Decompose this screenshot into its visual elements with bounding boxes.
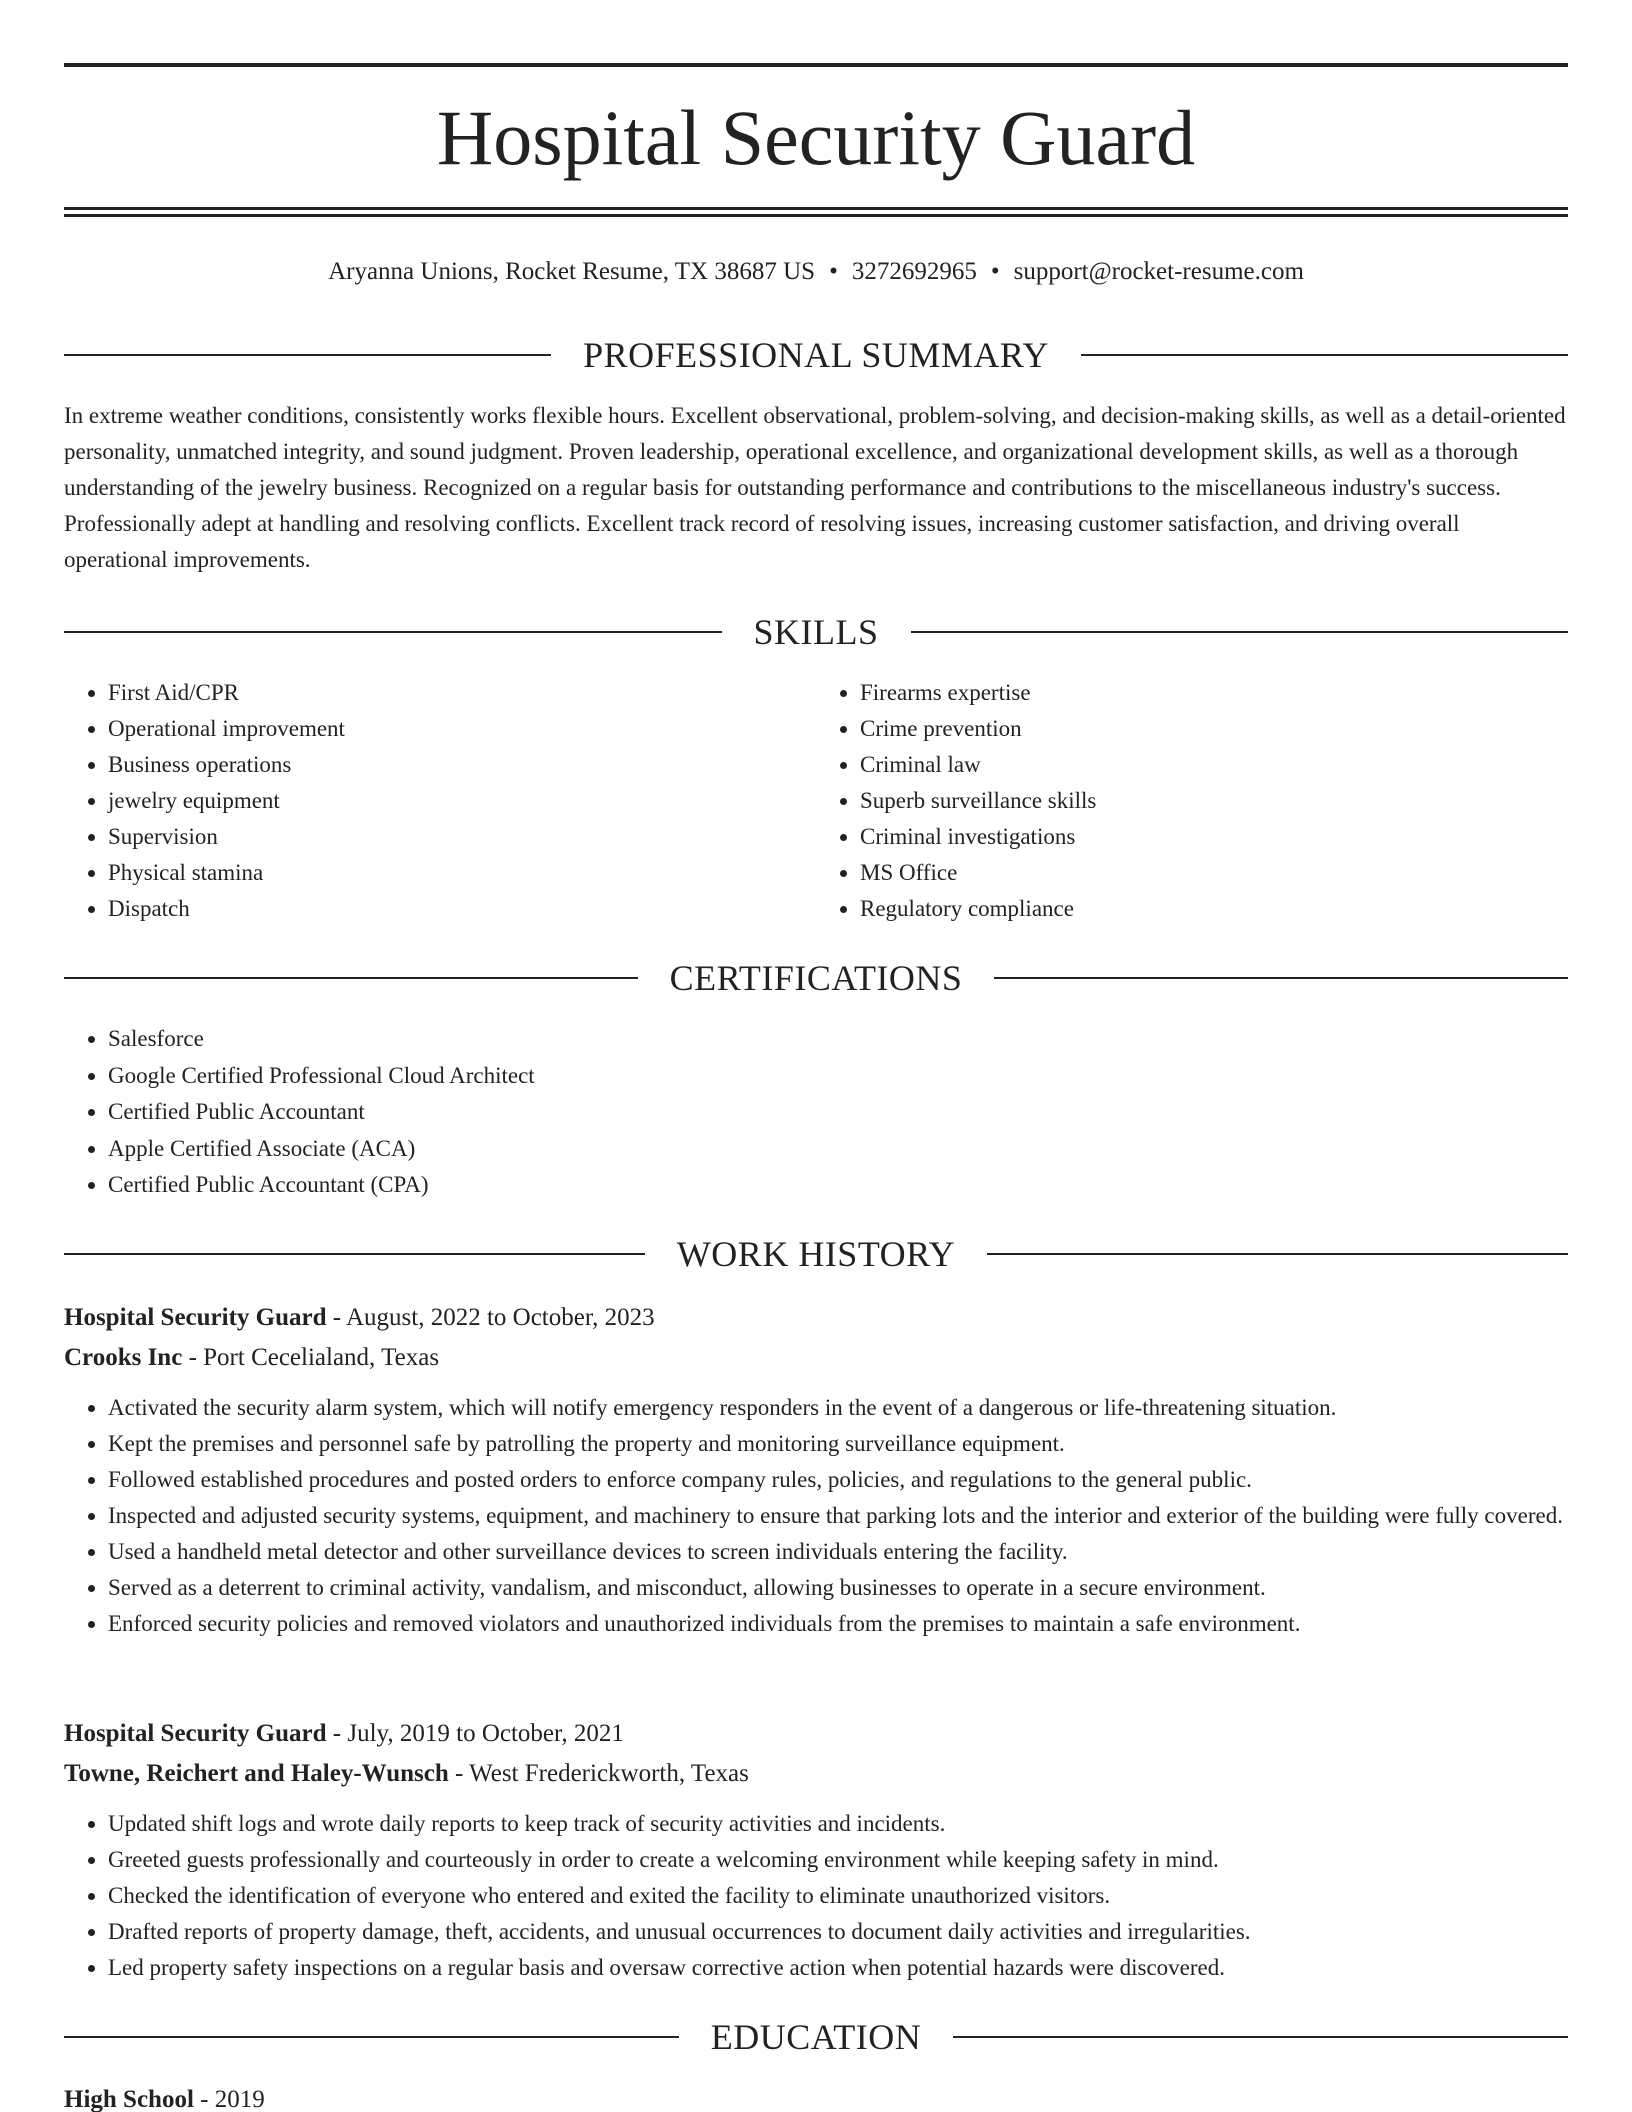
heading-rule [987, 1253, 1568, 1255]
job-duties-list [64, 1390, 1568, 1642]
heading-rule [911, 631, 1569, 633]
skill-item: • Firearms expertise [860, 675, 1568, 711]
contact-line [64, 254, 1568, 290]
skill-item: • Operational improvement [108, 711, 816, 747]
job-dash: - [326, 1720, 348, 1747]
skill-item: • Business operations [108, 747, 816, 783]
certification-item: • Certified Public Accountant [108, 1094, 1568, 1131]
certification-item: • Certified Public Accountant (CPA) [108, 1167, 1568, 1204]
certifications-block [64, 1021, 1568, 1204]
skill-item: • Criminal law [860, 747, 1568, 783]
title-double-rule [64, 207, 1568, 217]
education-entry [64, 2082, 1568, 2112]
job-company: Towne, Reichert and Haley-Wunsch [64, 1760, 449, 1787]
heading-rule [64, 354, 551, 356]
section-title: PROFESSIONAL SUMMARY [583, 335, 1049, 375]
section-title: WORK HISTORY [676, 1234, 956, 1274]
job-dash: - [326, 1304, 346, 1331]
skill-item: • Physical stamina [108, 855, 816, 891]
section-heading-work-history [64, 1234, 1568, 1274]
certifications-list [64, 1021, 1568, 1204]
job-duty: • Greeted guests professionally and courteously in order to create a welcoming environment while keeping safety in mind. [108, 1842, 1568, 1878]
skill-item: • First Aid/CPR [108, 675, 816, 711]
job-duty: • Inspected and adjusted security systems, equipment, and machinery to ensure that parking lots and the interior and exterior of the building were fully covered. [108, 1498, 1568, 1534]
heading-rule [64, 977, 638, 979]
certification-item: • Apple Certified Associate (ACA) [108, 1131, 1568, 1168]
job-location: West Frederickworth, Texas [469, 1760, 749, 1787]
job-title-line [64, 1298, 1568, 1338]
heading-rule [64, 2036, 679, 2038]
skill-item: • Criminal investigations [860, 819, 1568, 855]
skill-item: • MS Office [860, 855, 1568, 891]
education-dash: - [193, 2086, 215, 2112]
skills-list-right [816, 675, 1568, 927]
job-dates: August, 2022 to October, 2023 [345, 1304, 655, 1331]
skill-item: • Supervision [108, 819, 816, 855]
education-year: 2019 [214, 2086, 265, 2112]
section-heading-skills [64, 612, 1568, 652]
job-dash: - [182, 1344, 204, 1371]
skills-grid [64, 675, 1568, 927]
skills-column-right [816, 675, 1568, 927]
job-company-line [64, 1754, 1568, 1794]
heading-rule [64, 631, 722, 633]
contact-email: support@rocket-resume.com [1013, 258, 1304, 285]
education-degree: High School [64, 2086, 194, 2112]
job-location: Port Cecelialand, Texas [203, 1344, 440, 1371]
certification-item: • Google Certified Professional Cloud Architect [108, 1058, 1568, 1095]
section-title: CERTIFICATIONS [669, 958, 963, 998]
skill-item: • Regulatory compliance [860, 891, 1568, 927]
contact-phone: 3272692965 [851, 258, 977, 285]
section-heading-certifications [64, 958, 1568, 998]
job-duty: • Activated the security alarm system, which will notify emergency responders in the event of a dangerous or life-threatening situation. [108, 1390, 1568, 1426]
section-heading-education [64, 2017, 1568, 2057]
certification-item: • Salesforce [108, 1021, 1568, 1058]
section-title: EDUCATION [710, 2017, 922, 2057]
job-duty: • Led property safety inspections on a regular basis and oversaw corrective action when potential hazards were discovered. [108, 1950, 1568, 1986]
top-rule [64, 63, 1568, 67]
job-duty: • Checked the identification of everyone who entered and exited the facility to eliminate unauthorized visitors. [108, 1878, 1568, 1914]
job-duty: • Used a handheld metal detector and other surveillance devices to screen individuals entering the facility. [108, 1534, 1568, 1570]
contact-separator: • [990, 258, 1000, 285]
job-duties-list [64, 1806, 1568, 1986]
job-entry [64, 1298, 1568, 1642]
job-duty: • Drafted reports of property damage, theft, accidents, and unusual occurrences to document daily activities and irregularities. [108, 1914, 1568, 1950]
job-duty: • Kept the premises and personnel safe by patrolling the property and monitoring surveillance equipment. [108, 1426, 1568, 1462]
job-dates: July, 2019 to October, 2021 [347, 1720, 624, 1747]
job-title-line [64, 1714, 1568, 1754]
job-duty: • Updated shift logs and wrote daily reports to keep track of security activities and incidents. [108, 1806, 1568, 1842]
heading-rule [953, 2036, 1568, 2038]
job-company-line [64, 1338, 1568, 1378]
skill-item: • jewelry equipment [108, 783, 816, 819]
skill-item: • Crime prevention [860, 711, 1568, 747]
section-heading-summary [64, 335, 1568, 375]
skill-item: • Superb surveillance skills [860, 783, 1568, 819]
job-company: Crooks Inc [64, 1344, 183, 1371]
heading-rule [994, 977, 1568, 979]
heading-rule [1081, 354, 1568, 356]
section-title: SKILLS [753, 612, 879, 652]
job-title: Hospital Security Guard [64, 1720, 327, 1747]
skill-item: • Dispatch [108, 891, 816, 927]
summary-text: In extreme weather conditions, consistently works flexible hours. Excellent observational, problem-solving, and decision-making skills, as well as a detail-oriented personality, unmatched integrity, and sound judgment. Proven leadership, operational excellence, and organizational development skills, as well as a thorough understanding of the jewelry business. Recognized on a regular basis for outstanding performance and contributions to the miscellaneous industry's success. Professionally adept at handling and resolving conflicts. Excellent track record of resolving issues, increasing customer satisfaction, and driving overall operational improvements. [64, 403, 1566, 572]
contact-address: Aryanna Unions, Rocket Resume, TX 38687 US [328, 258, 816, 285]
heading-rule [64, 1253, 645, 1255]
skills-column-left [64, 675, 816, 927]
job-dash: - [448, 1760, 470, 1787]
job-entry [64, 1714, 1568, 1986]
job-title: Hospital Security Guard [64, 1304, 327, 1331]
job-duty: • Followed established procedures and posted orders to enforce company rules, policies, and regulations to the general public. [108, 1462, 1568, 1498]
job-duty: • Enforced security policies and removed violators and unauthorized individuals from the premises to maintain a safe environment. [108, 1606, 1568, 1642]
skills-list-left [64, 675, 816, 927]
resume-title: Hospital Security Guard [436, 94, 1196, 181]
contact-separator: • [829, 258, 838, 285]
job-duty: • Served as a deterrent to criminal activity, vandalism, and misconduct, allowing businesses to operate in a secure environment. [108, 1570, 1568, 1606]
